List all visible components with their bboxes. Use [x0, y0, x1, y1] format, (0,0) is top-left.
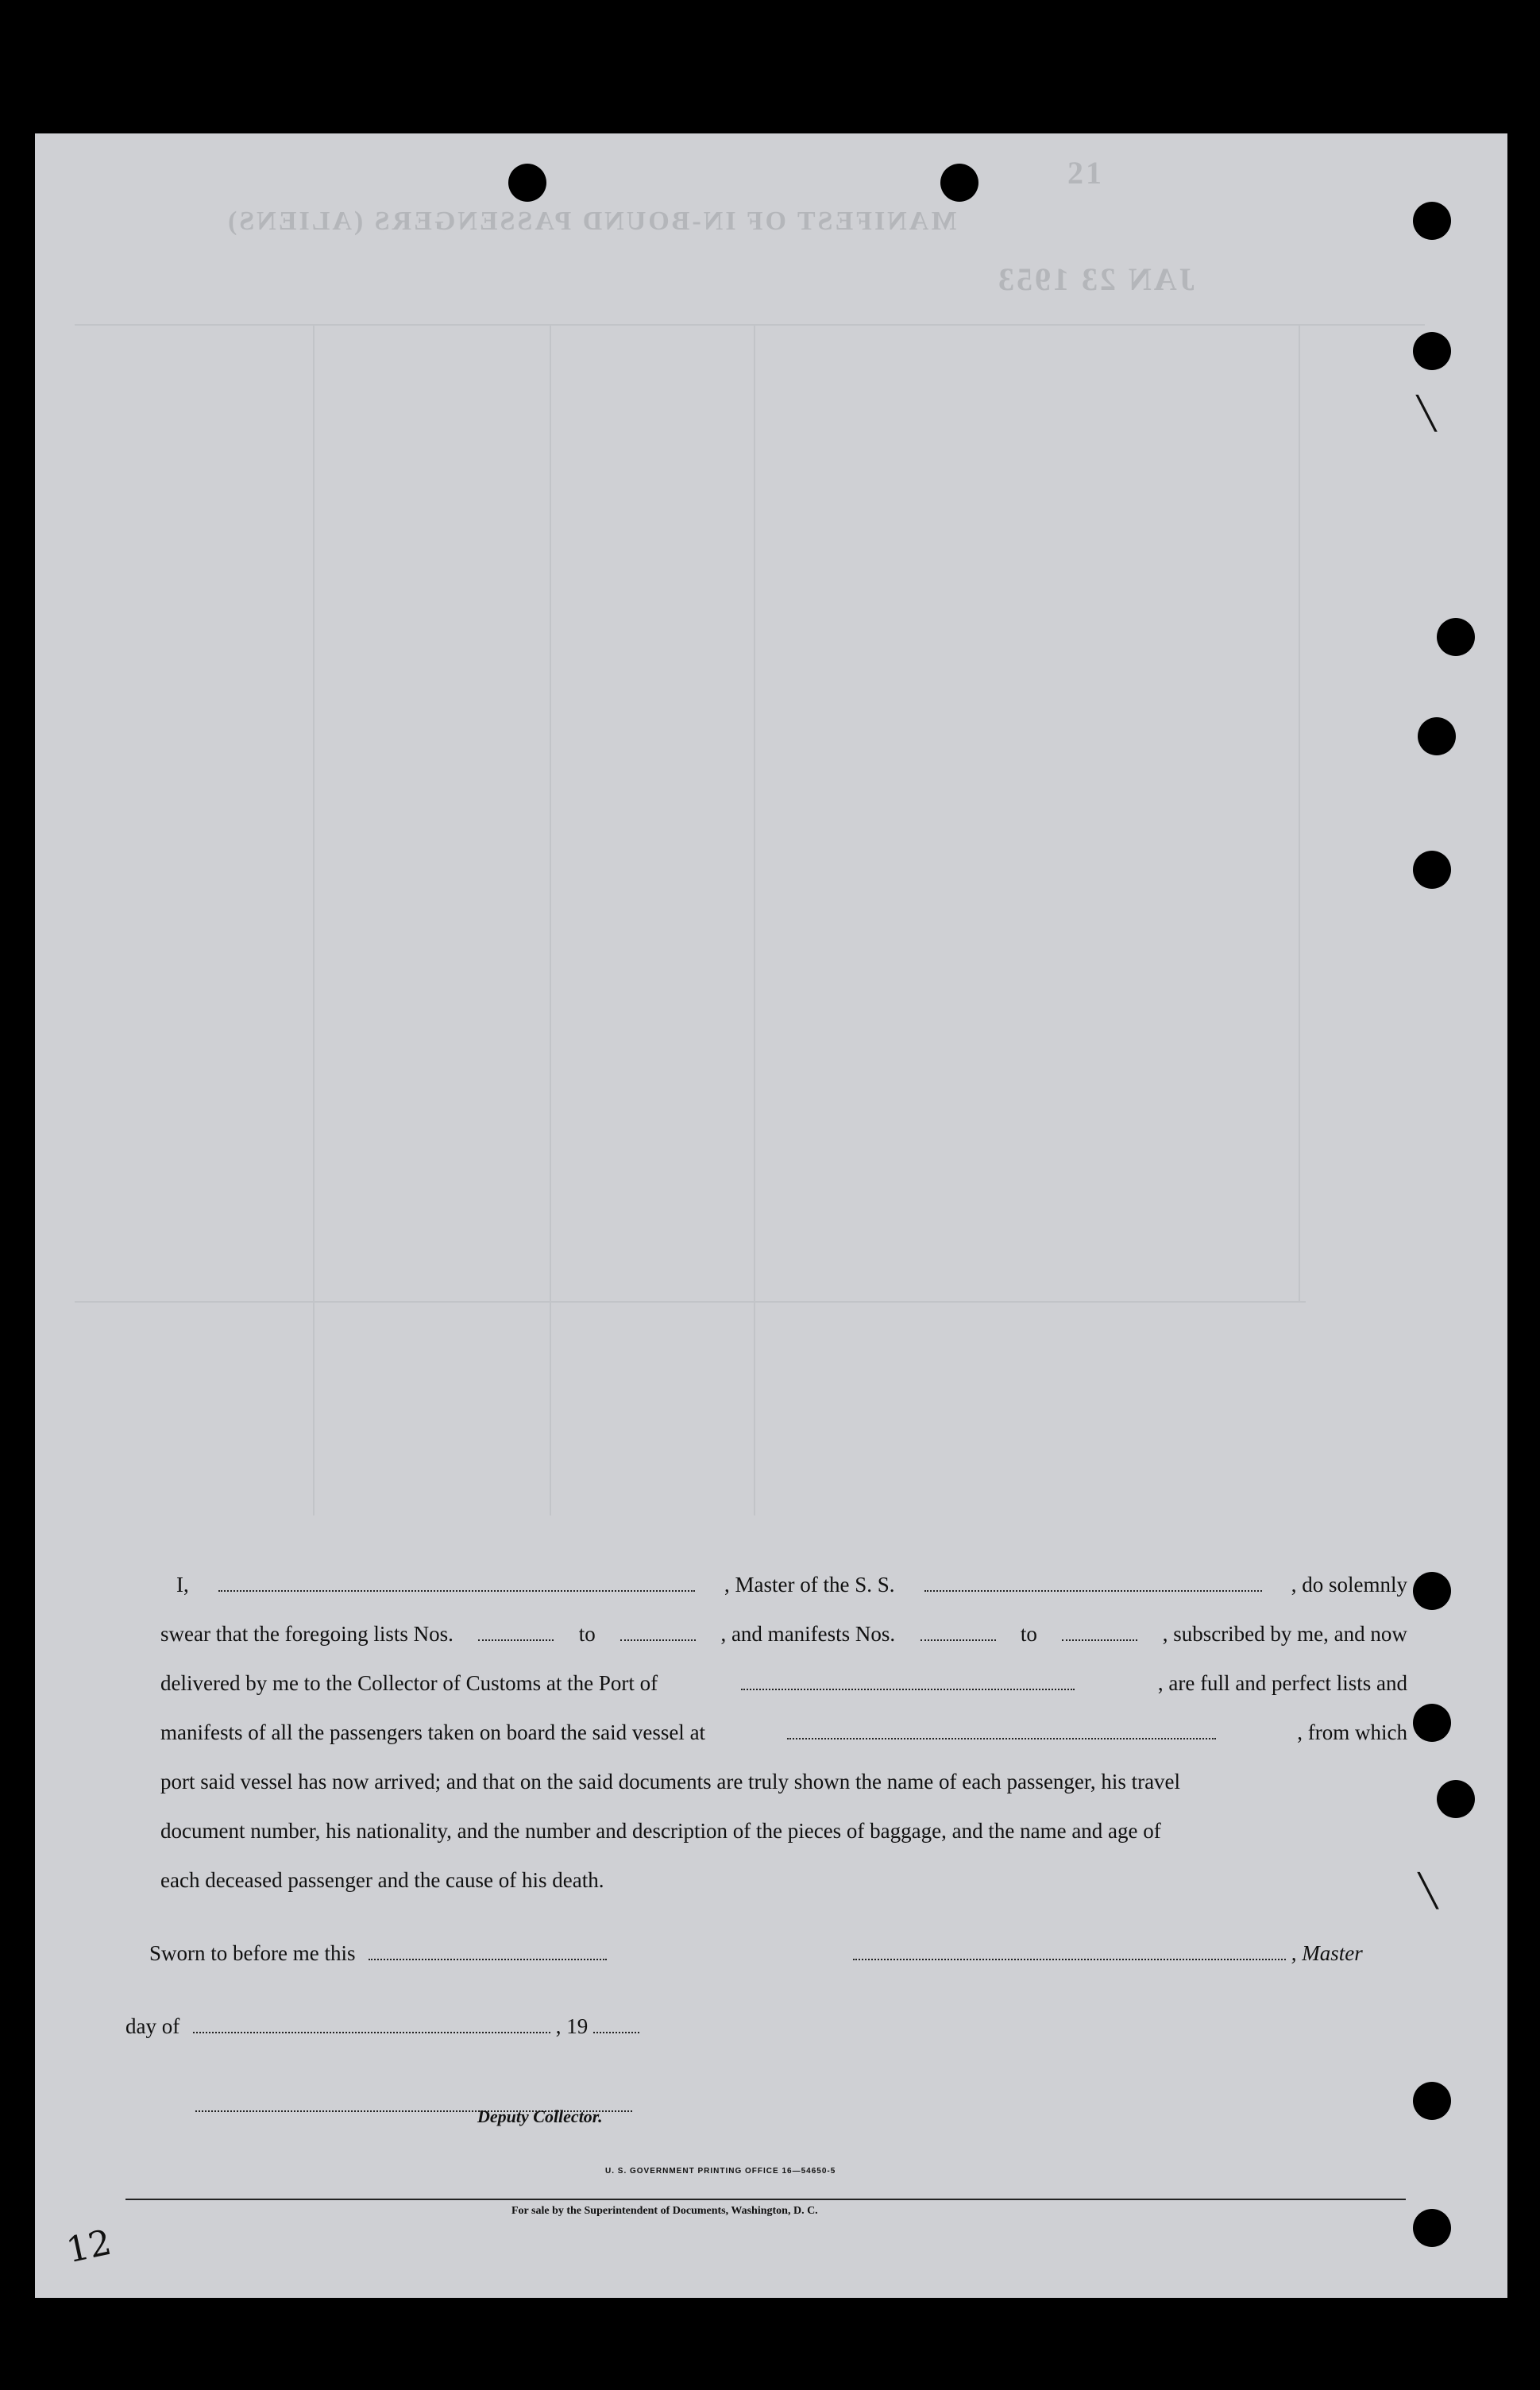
oath-text-7: each deceased passenger and the cause of his death.	[160, 1868, 604, 1892]
sworn-label: Sworn to before me this	[149, 1941, 356, 1965]
punch-hole	[508, 164, 546, 202]
manifests-from-field[interactable]	[921, 1624, 996, 1641]
manifests-to-field[interactable]	[1062, 1624, 1137, 1641]
manifest-page	[35, 133, 1507, 2298]
punch-hole	[1413, 2209, 1451, 2247]
year-field[interactable]	[593, 2017, 639, 2033]
form-title-bleed: MANIFEST OF IN-BOUND PASSENGERS (ALIENS)	[226, 207, 957, 236]
day-of-line	[125, 2014, 639, 2039]
master-name-field[interactable]	[218, 1575, 695, 1592]
lists-from-field[interactable]	[478, 1624, 554, 1641]
date-stamp-bleed: JAN 23 1953	[996, 261, 1195, 297]
master-signature-field[interactable]	[853, 1944, 1286, 1960]
punch-hole	[1413, 1704, 1451, 1742]
margin-handwritten-mark: 12	[63, 2222, 115, 2272]
oath-lists-label: swear that the foregoing lists Nos.	[160, 1622, 454, 1646]
margin-tick-mark: ╲	[1417, 396, 1437, 432]
footer-rule	[125, 2199, 1406, 2200]
oath-vessel-at-label: manifests of all the passengers taken on board the said vessel at	[160, 1720, 706, 1744]
departure-port-field[interactable]	[787, 1723, 1216, 1739]
bleed-column-line	[313, 324, 315, 1515]
oath-line-3	[160, 1671, 1407, 1696]
oath-manifests-label: , and manifests Nos.	[720, 1622, 896, 1646]
oath-line-6	[160, 1819, 1407, 1844]
oath-to-1: to	[578, 1622, 596, 1646]
sworn-date-field[interactable]	[369, 1944, 607, 1960]
bleed-row-line	[75, 324, 1425, 326]
printing-office-note: U. S. GOVERNMENT PRINTING OFFICE 16—54650-5	[605, 2167, 836, 2176]
bleed-column-line	[754, 324, 755, 1515]
oath-solemnly: , do solemnly	[1291, 1573, 1407, 1597]
oath-line-7	[160, 1868, 1407, 1893]
oath-line-1	[176, 1573, 1407, 1597]
oath-port-label: delivered by me to the Collector of Customs at the Port of	[160, 1671, 658, 1695]
oath-to-2: to	[1020, 1622, 1037, 1646]
sale-note: For sale by the Superintendent of Documents, Washington, D. C.	[511, 2205, 818, 2217]
master-label: , Master	[1291, 1941, 1363, 1965]
punch-hole	[1413, 332, 1451, 370]
oath-text-5: port said vessel has now arrived; and that on the said documents are truly shown the name of each passenger, his travel	[160, 1770, 1181, 1793]
oath-line-5	[160, 1770, 1407, 1794]
day-of-label: day of	[125, 2014, 180, 2038]
bleed-row-line	[75, 1301, 1306, 1303]
oath-line-4	[160, 1720, 1407, 1745]
punch-hole	[1413, 202, 1451, 240]
oath-subscribed: , subscribed by me, and now	[1162, 1622, 1407, 1646]
oath-i: I,	[176, 1573, 189, 1597]
deputy-collector-label: Deputy Collector.	[477, 2106, 603, 2126]
day-field[interactable]	[193, 2017, 550, 2033]
oath-text-6: document number, his nationality, and the number and description of the pieces of baggage, and the name and age of	[160, 1819, 1161, 1843]
punch-hole	[1437, 1780, 1475, 1818]
page-number-bleed: 21	[1067, 155, 1104, 191]
bleed-column-line	[1299, 324, 1300, 1301]
master-signature-line	[853, 1941, 1363, 1966]
vessel-name-field[interactable]	[924, 1575, 1262, 1592]
oath-full-lists: , are full and perfect lists and	[1157, 1671, 1407, 1695]
oath-from-which: , from which	[1297, 1720, 1407, 1744]
oath-line-2	[160, 1622, 1407, 1647]
punch-hole	[940, 164, 978, 202]
punch-hole	[1437, 618, 1475, 656]
punch-hole	[1418, 717, 1456, 755]
port-field[interactable]	[741, 1674, 1075, 1690]
oath-master-label: , Master of the S. S.	[724, 1573, 895, 1597]
punch-hole	[1413, 2082, 1451, 2120]
year-prefix: , 19	[555, 2014, 589, 2038]
lists-to-field[interactable]	[620, 1624, 696, 1641]
punch-hole	[1413, 1572, 1451, 1610]
bleed-column-line	[550, 324, 551, 1515]
punch-hole	[1413, 851, 1451, 889]
margin-tick-mark: ╲	[1418, 1873, 1438, 1909]
sworn-line	[149, 1941, 607, 1966]
